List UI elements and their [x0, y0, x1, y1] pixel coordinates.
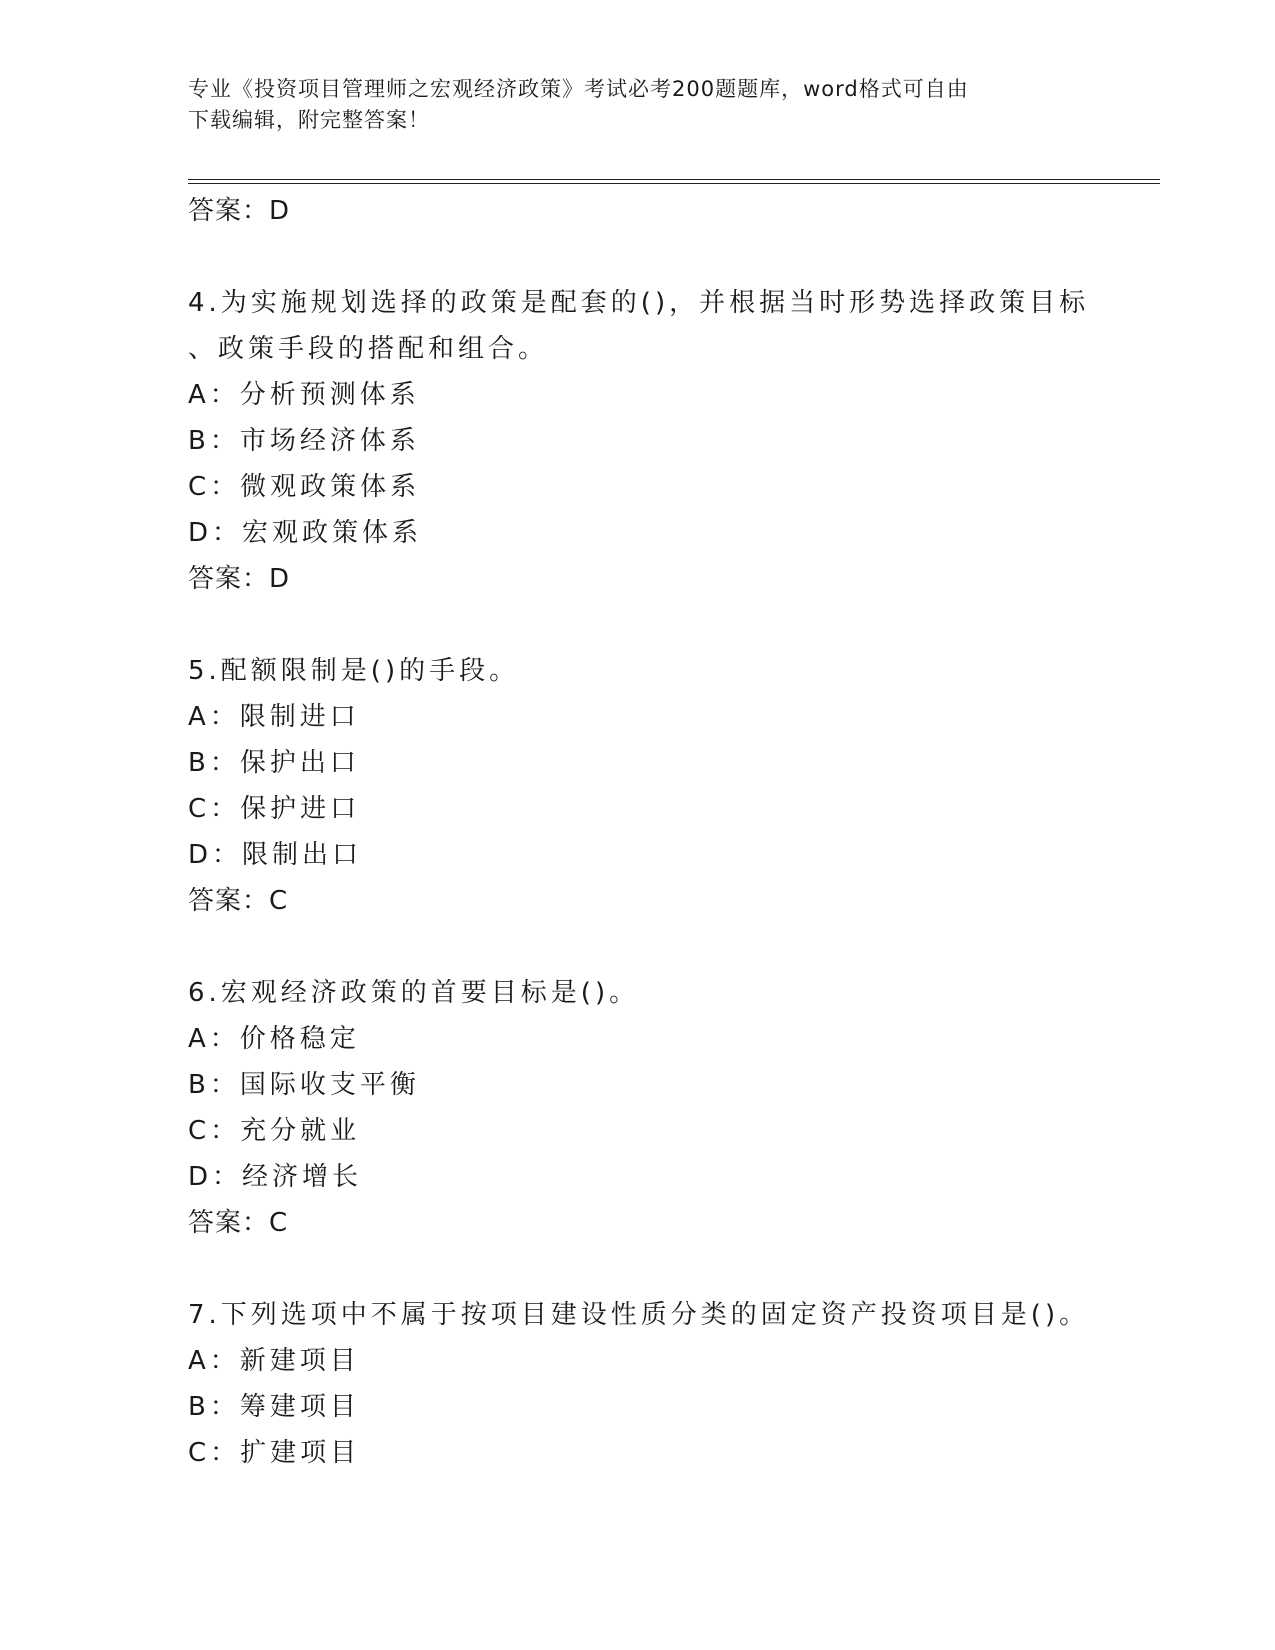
question-stem: 6.宏观经济政策的首要目标是()。 — [188, 978, 640, 1008]
option-b: B：筹建项目 — [188, 1392, 360, 1422]
question-stem: 7.下列选项中不属于按项目建设性质分类的固定资产投资项目是()。 — [188, 1300, 1090, 1330]
answer: 答案：D — [188, 564, 291, 594]
option-d: D：限制出口 — [188, 840, 363, 870]
header-line-2: 下载编辑，附完整答案！ — [188, 108, 430, 132]
option-d: D：经济增长 — [188, 1162, 363, 1192]
question-5 — [188, 648, 1088, 924]
previous-answer: 答案：D — [188, 196, 291, 226]
answer: 答案：C — [188, 1208, 289, 1238]
question-6 — [188, 970, 1088, 1246]
question-stem-continued: 、政策手段的搭配和组合。 — [188, 334, 549, 364]
option-c: C：充分就业 — [188, 1116, 361, 1146]
option-c: C：扩建项目 — [188, 1438, 361, 1468]
option-b: B：市场经济体系 — [188, 426, 420, 456]
option-c: C：微观政策体系 — [188, 472, 421, 502]
option-b: B：保护出口 — [188, 748, 360, 778]
question-4 — [188, 280, 1088, 602]
option-a: A：限制进口 — [188, 702, 360, 732]
header-line-1: 专业《投资项目管理师之宏观经济政策》考试必考200题题库，word格式可自由 — [188, 77, 969, 101]
option-a: A：新建项目 — [188, 1346, 360, 1376]
answer: 答案：C — [188, 886, 289, 916]
question-stem: 4.为实施规划选择的政策是配套的()，并根据当时形势选择政策目标 — [188, 288, 1090, 318]
option-a: A：价格稳定 — [188, 1024, 360, 1054]
question-7 — [188, 1292, 1088, 1476]
header-divider-bottom — [188, 183, 1160, 184]
option-d: D：宏观政策体系 — [188, 518, 423, 548]
option-c: C：保护进口 — [188, 794, 361, 824]
question-stem: 5.配额限制是()的手段。 — [188, 656, 520, 686]
option-a: A：分析预测体系 — [188, 380, 420, 410]
document-header — [188, 74, 1068, 136]
option-b: B：国际收支平衡 — [188, 1070, 420, 1100]
question-list — [188, 188, 1088, 1476]
header-divider-top — [188, 179, 1160, 180]
